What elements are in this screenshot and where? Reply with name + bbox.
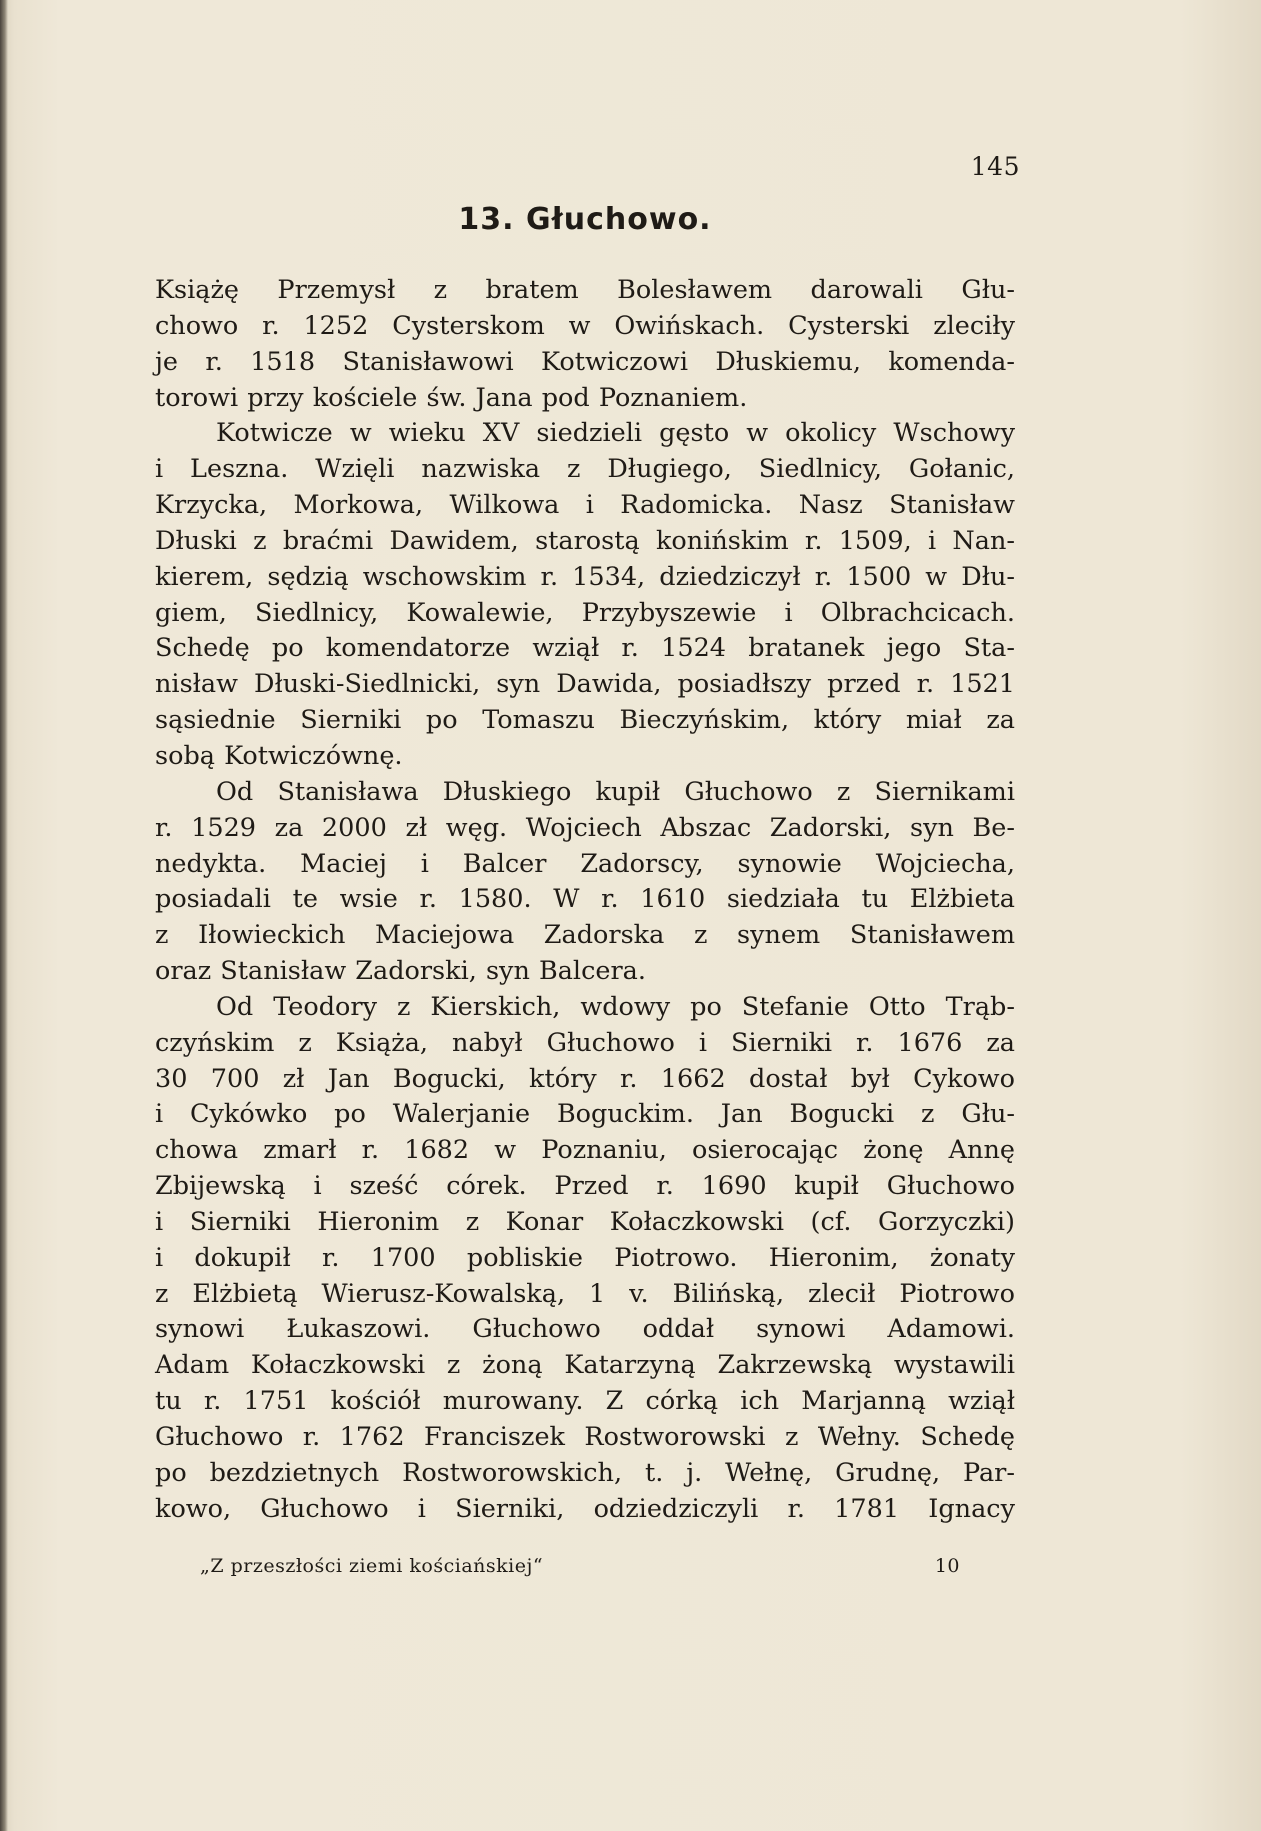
text-line: torowi przy kościele św. Jana pod Poznaniem. — [155, 382, 748, 413]
text-line: sobą Kotwiczównę. — [155, 740, 403, 771]
text-line: Głuchowo r. 1762 Franciszek Rostworowski z Wełny. Schedę — [155, 1422, 1015, 1452]
text-line: i Cykówko po Walerjanie Boguckim. Jan Bogucki z Głu- — [155, 1099, 1015, 1130]
page-number: 145 — [970, 152, 1020, 181]
text-line: Schedę po komendatorze wziął r. 1524 bratanek jego Sta- — [155, 633, 1015, 664]
signature-mark: 10 — [934, 1555, 960, 1577]
text-line: kowo, Głuchowo i Sierniki, odziedziczyli r. 1781 Ignacy — [155, 1493, 1015, 1524]
chapter-title: 13. Głuchowo. — [458, 202, 712, 237]
text-line: nisław Dłuski-Siedlnicki, syn Dawida, posiadłszy przed r. 1521 — [155, 669, 1015, 700]
text-line: r. 1529 za 2000 zł węg. Wojciech Abszac Zadorski, syn Be- — [155, 812, 1015, 843]
text-line: z Iłowieckich Maciejowa Zadorska z synem Stanisławem — [155, 920, 1015, 951]
text-line: Krzycka, Morkowa, Wilkowa i Radomicka. Nasz Stanisław — [155, 490, 1015, 521]
text-line: oraz Stanisław Zadorski, syn Balcera. — [155, 956, 646, 987]
text-line: i dokupił r. 1700 pobliskie Piotrowo. Hieronim, żonaty — [155, 1242, 1015, 1273]
text-line: Książę Przemysł z bratem Bolesławem darowali Głu- — [155, 275, 1015, 305]
body-text — [155, 273, 1015, 1528]
running-title: „Z przeszłości ziemi kościańskiej“ — [200, 1555, 544, 1577]
text-line: sąsiednie Sierniki po Tomaszu Bieczyńskim, który miał za — [155, 705, 1015, 736]
text-line: chowo r. 1252 Cysterskom w Owińskach. Cysterski zleciły — [155, 310, 1015, 341]
text-line: czyńskim z Książa, nabył Głuchowo i Sierniki r. 1676 za — [155, 1027, 1015, 1058]
text-line: chowa zmarł r. 1682 w Poznaniu, osierocając żonę Annę — [155, 1135, 1015, 1166]
text-line: synowi Łukaszowi. Głuchowo oddał synowi Adamowi. — [155, 1314, 1015, 1345]
text-line: Zbijewską i sześć córek. Przed r. 1690 kupił Głuchowo — [155, 1171, 1015, 1202]
text-line: nedykta. Maciej i Balcer Zadorscy, synowie Wojciecha, — [155, 848, 1015, 879]
text-line: 30 700 zł Jan Bogucki, który r. 1662 dostał był Cykowo — [155, 1063, 1015, 1094]
text-line: i Leszna. Wzięli nazwiska z Długiego, Siedlnicy, Gołanic, — [155, 454, 1015, 485]
text-line: giem, Siedlnicy, Kowalewie, Przybyszewie i Olbrachcicach. — [155, 597, 1015, 628]
text-line: Od Teodory z Kierskich, wdowy po Stefanie Otto Trąb- — [216, 991, 1015, 1022]
text-line: po bezdzietnych Rostworowskich, t. j. Wełnę, Grudnę, Par- — [155, 1457, 1015, 1488]
text-line: kierem, sędzią wschowskim r. 1534, dziedziczył r. 1500 w Dłu- — [155, 561, 1015, 592]
text-line: tu r. 1751 kościół murowany. Z córką ich Marjanną wziął — [155, 1386, 1015, 1417]
text-line: Kotwicze w wieku XV siedzieli gęsto w okolicy Wschowy — [216, 418, 1015, 449]
text-line: i Sierniki Hieronim z Konar Kołaczkowski (cf. Gorzyczki) — [155, 1206, 1015, 1237]
text-line: z Elżbietą Wierusz-Kowalską, 1 v. Bilińską, zlecił Piotrowo — [155, 1278, 1015, 1309]
text-line: Dłuski z braćmi Dawidem, starostą konińskim r. 1509, i Nan- — [155, 525, 1015, 556]
text-line: Adam Kołaczkowski z żoną Katarzyną Zakrzewską wystawili — [155, 1350, 1015, 1381]
text-line: Od Stanisława Dłuskiego kupił Głuchowo z Siernikami — [216, 776, 1015, 807]
book-spine-shadow — [0, 0, 8, 1831]
text-line: je r. 1518 Stanisławowi Kotwiczowi Dłuskiemu, komenda- — [155, 346, 1015, 377]
text-line: posiadali te wsie r. 1580. W r. 1610 siedziała tu Elżbieta — [155, 884, 1015, 915]
